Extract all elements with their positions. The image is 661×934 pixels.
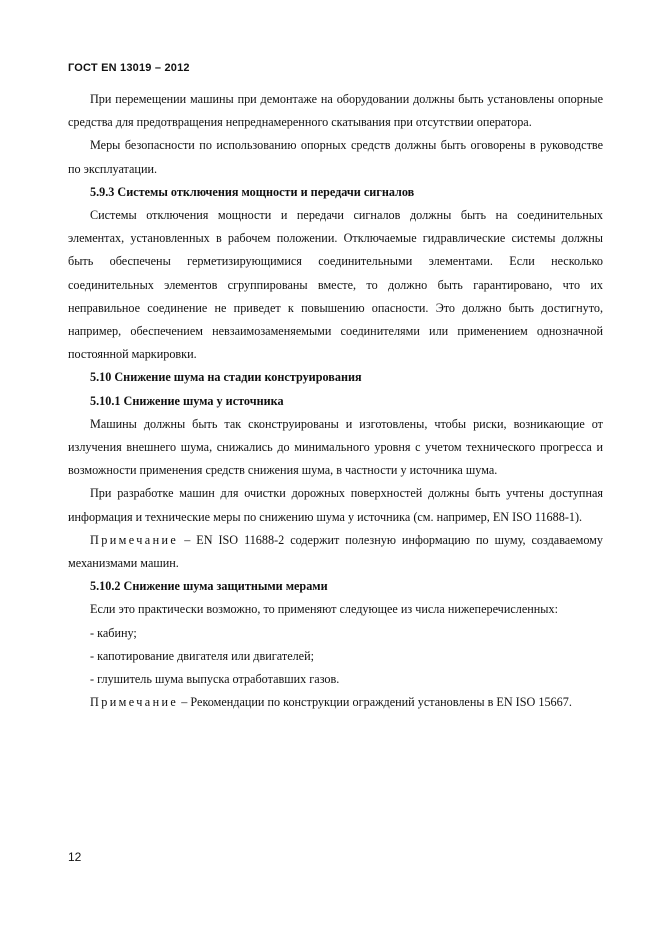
document-header: ГОСТ EN 13019 – 2012 [68,62,190,74]
paragraph-road-machines: При разработке машин для очистки дорожных поверхностей должны быть учтены доступная информация и технические меры по снижению шума у источника (см. например, EN ISO 11688-1). [68,486,603,524]
note-1-text: – EN ISO 11688-2 содержит полезную информацию по шуму, создаваемому механизмами машин. [68,532,603,571]
heading-5-10: 5.10 Снижение шума на стадии конструирования [90,370,362,385]
paragraph-support-means: При перемещении машины при демонтаже на оборудовании должны быть установлены опорные средства для предотвращения непреднамеренного скатывания при отсутствии оператора. [68,92,603,130]
heading-5-10-2: 5.10.2 Снижение шума защитными мерами [90,579,328,594]
note-2 [68,691,603,714]
list-item-cabin: - кабину; [90,625,137,640]
note-1 [68,529,603,575]
paragraph-power-cutoff: Системы отключения мощности и передачи сигналов должны быть на соединительных элементах, установленных в рабочем положении. Отключаемые гидравлические системы должны быть обеспечены герметизирующимися соединительными элементами. Если несколько соединительных элементов сгруппированы вместе, то должно быть гарантировано, что их неправильное соединение не приведет к повышению опасности. Это должно быть достигнуто, например, обеспечением невзаимозаменяемыми соединителями или применением однозначной постоянной маркировки. [68,208,603,362]
note-2-label: Примечание [90,695,179,710]
page-number: 12 [68,850,82,864]
note-2-text: – Рекомендации по конструкции ограждений установлены в EN ISO 15667. [178,695,572,710]
list-item-engine-hood: - капотирование двигателя или двигателей; [90,648,315,663]
note-1-label: Примечание [90,532,179,547]
heading-5-9-3: 5.9.3 Системы отключения мощности и передачи сигналов [90,184,415,199]
paragraph-safety-measures: Меры безопасности по использованию опорных средств должны быть оговорены в руководстве по эксплуатации. [68,138,603,176]
paragraph-protective-measures: Если это практически возможно, то применяют следующее из числа нижеперечисленных: [90,602,558,617]
document-body [68,88,603,714]
paragraph-noise-source: Машины должны быть так сконструированы и изготовлены, чтобы риски, возникающие от излучения внешнего шума, снижались до минимального уровня с учетом технического прогресса и возможности применения средств снижения шума, в частности у источника шума. [68,416,603,478]
list-item-muffler: - глушитель шума выпуска отработавших газов. [90,672,340,687]
heading-5-10-1: 5.10.1 Снижение шума у источника [90,393,284,408]
